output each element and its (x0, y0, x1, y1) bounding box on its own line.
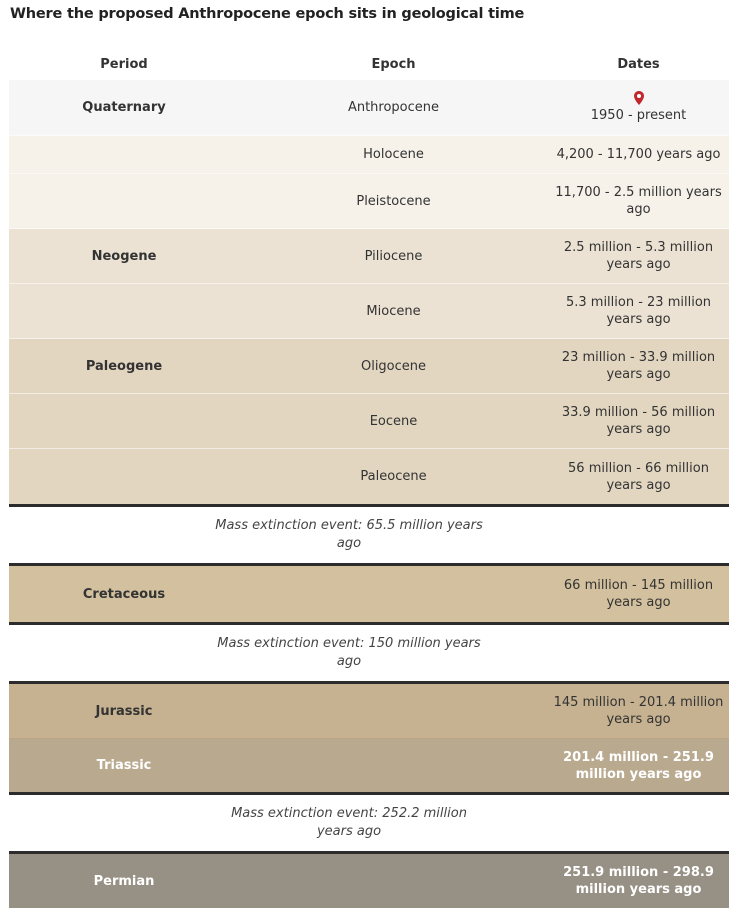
table-row-eocene (9, 394, 729, 449)
table-row-cretaceous (9, 563, 729, 625)
extinction-event-row (9, 625, 729, 681)
table-row-piliocene (9, 229, 729, 284)
dates-cell: 4,200 - 11,700 years ago (556, 147, 721, 162)
table-row-jurassic (9, 681, 729, 739)
dates-cell: 5.3 million - 23 million years ago (565, 295, 712, 327)
table-header-row (9, 48, 729, 80)
table-row-paleocene (9, 449, 729, 507)
period-header: Period (100, 56, 148, 72)
location-pin-icon (634, 91, 644, 105)
dates-cell: 201.4 million - 251.9 million years ago (563, 749, 714, 782)
dates-cell: 23 million - 33.9 million years ago (561, 350, 716, 382)
dates-cell: 66 million - 145 million years ago (563, 578, 714, 610)
table-row-anthropocene (9, 80, 729, 136)
period-cell: Jurassic (95, 703, 153, 719)
dates-cell: 251.9 million - 298.9 million years ago (563, 865, 714, 897)
period-cell: Cretaceous (82, 586, 166, 602)
epoch-header: Epoch (371, 56, 416, 72)
period-cell: Triassic (96, 758, 152, 773)
epoch-cell: Paleocene (360, 469, 427, 484)
dates-cell: 2.5 million - 5.3 million years ago (563, 240, 714, 272)
dates-cell (548, 91, 729, 124)
table-row-miocene (9, 284, 729, 339)
table-row-oligocene (9, 339, 729, 394)
epoch-cell: Pleistocene (356, 193, 431, 209)
period-cell: Permian (93, 873, 155, 889)
epoch-cell: Miocene (366, 303, 421, 319)
period-cell: Paleogene (85, 358, 163, 374)
extinction-event-label: Mass extinction event: 65.5 million years ago (215, 518, 483, 551)
dates-cell: 145 million - 201.4 million years ago (553, 695, 724, 727)
period-cell: Quaternary (82, 100, 166, 115)
extinction-event-row (9, 507, 729, 563)
epoch-cell: Holocene (363, 147, 424, 162)
epoch-cell: Eocene (369, 413, 418, 429)
epoch-cell: Anthropocene (347, 100, 440, 115)
extinction-event-label: Mass extinction event: 150 million years ago (217, 636, 481, 669)
extinction-event-label: Mass extinction event: 252.2 million years ago (231, 806, 467, 839)
dates-cell: 56 million - 66 million years ago (568, 460, 709, 493)
dates-cell: 33.9 million - 56 million years ago (561, 405, 716, 437)
geological-time-table (9, 48, 729, 908)
table-row-triassic (9, 739, 729, 795)
dates-header: Dates (617, 56, 660, 72)
table-row-pleistocene (9, 174, 729, 229)
dates-cell: 11,700 - 2.5 million years ago (555, 185, 722, 217)
extinction-event-row (9, 795, 729, 851)
chart-title: Where the proposed Anthropocene epoch sits in geological time (10, 6, 525, 22)
epoch-cell: Piliocene (364, 248, 423, 264)
epoch-cell: Oligocene (360, 358, 427, 374)
period-cell: Neogene (91, 248, 157, 264)
dates-text: 1950 - present (590, 108, 687, 123)
table-row-holocene (9, 136, 729, 174)
table-row-permian (9, 851, 729, 908)
